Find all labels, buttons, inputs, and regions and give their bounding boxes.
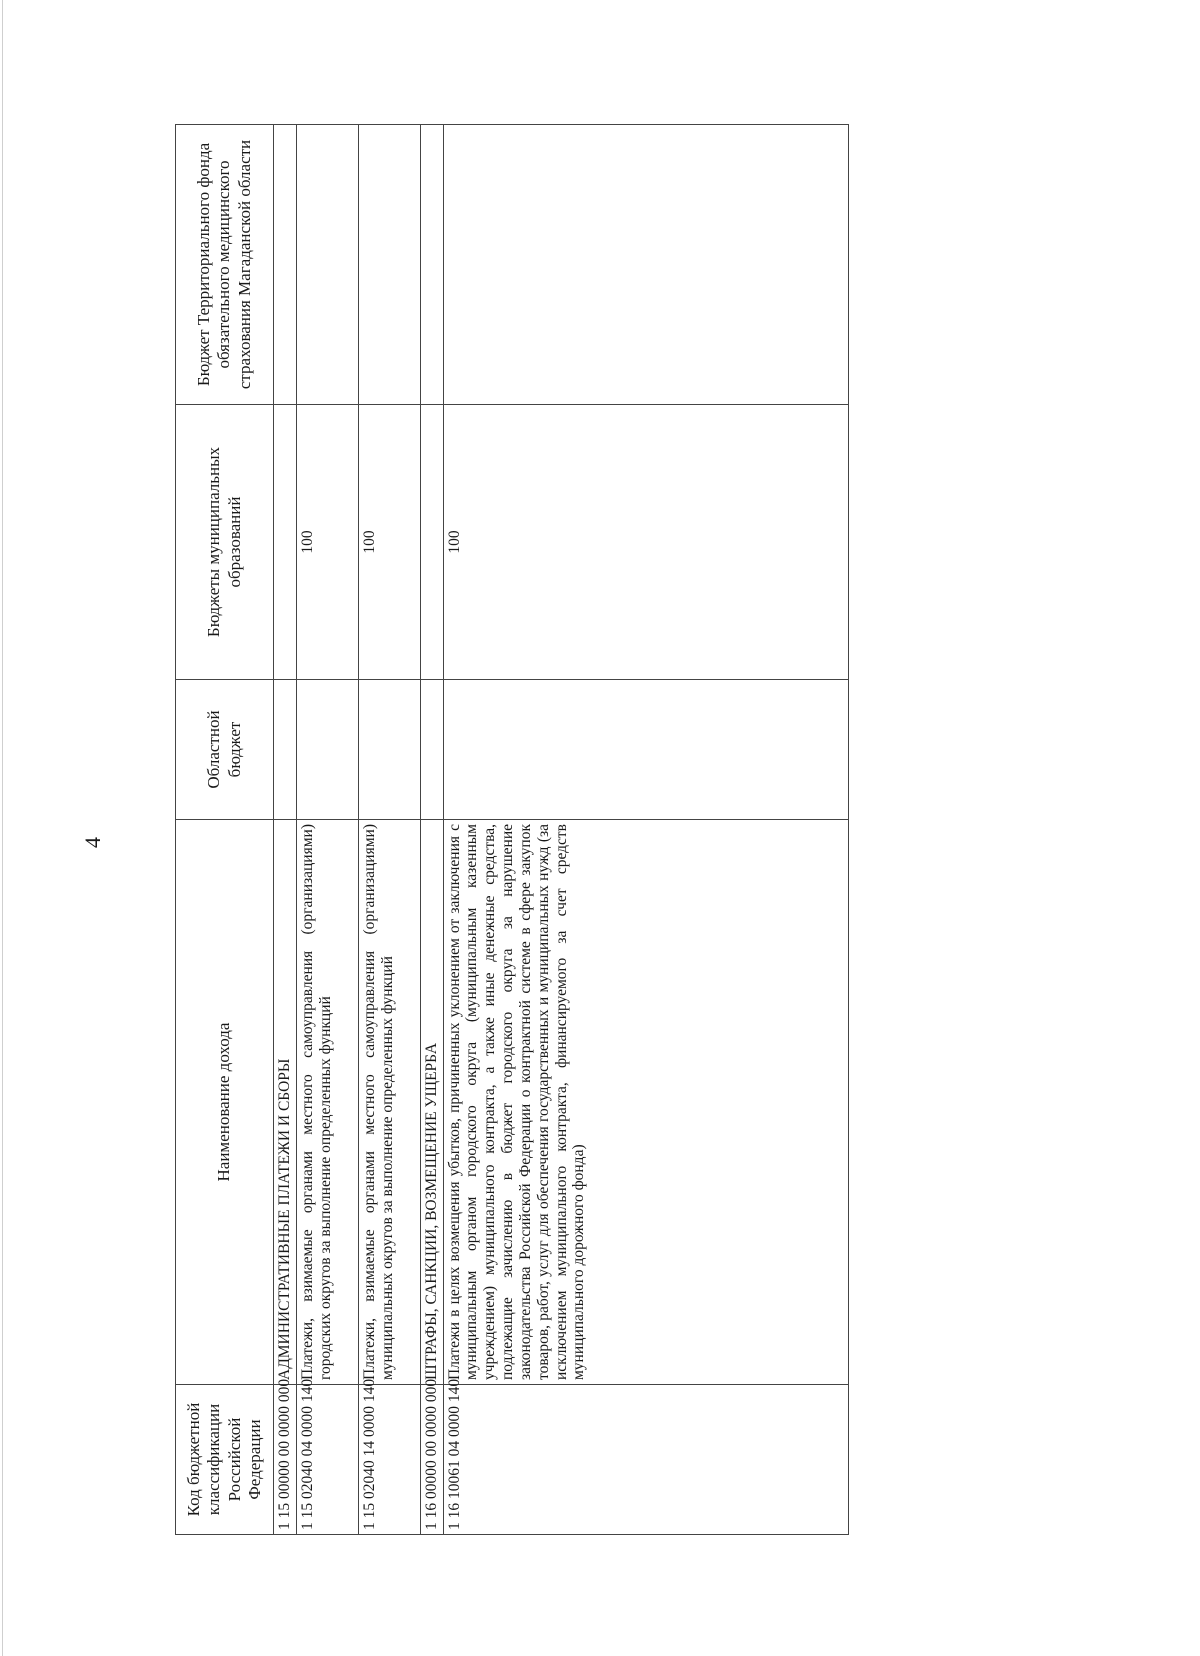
row-name: Платежи, взимаемые органами местного самоуправления (организациями) городских округов за выполнение определенных функций <box>296 820 358 1385</box>
header-code: Код бюджетной классификации Российской Федерации <box>176 1385 274 1535</box>
row-code: 1 16 00000 00 0000 000 <box>420 1385 443 1535</box>
row-code: 1 15 02040 14 0000 140 <box>358 1385 420 1535</box>
row-regional <box>443 680 848 820</box>
row-name: Платежи в целях возмещения убытков, причиненных уклонением от заключения с муниципальным органом городского округа (муниципальным казенным учреждением) муниципального контракта, а также иные денежные средства, подлежащие зачислению в бюджет городского округа за нарушение законодательства Российской Федерации о контрактной системе в сфере закупок товаров, работ, услуг для обеспечения государственных и муниципальных нужд (за исключением муниципального контракта, финансируемого за счет средств муниципального дорожного фонда) <box>443 820 848 1385</box>
table-row <box>420 125 443 1535</box>
row-regional <box>420 680 443 820</box>
row-name: Платежи, взимаемые органами местного самоуправления (организациями) муниципальных округов за выполнение определенных функций <box>358 820 420 1385</box>
row-municipal <box>274 405 297 680</box>
row-regional <box>274 680 297 820</box>
row-fund <box>358 125 420 405</box>
row-code: 1 15 00000 00 0000 000 <box>274 1385 297 1535</box>
table-header-row <box>176 125 274 1535</box>
page-number: 4 <box>80 837 105 848</box>
revenue-distribution-table <box>175 124 849 1535</box>
table-row <box>274 125 297 1535</box>
revenue-table-container <box>175 125 840 1535</box>
row-regional <box>296 680 358 820</box>
row-name: ШТРАФЫ, САНКЦИИ, ВОЗМЕЩЕНИЕ УЩЕРБА <box>420 820 443 1385</box>
table-row <box>443 125 848 1535</box>
row-fund <box>420 125 443 405</box>
table-row <box>358 125 420 1535</box>
row-municipal: 100 <box>358 405 420 680</box>
table-row <box>296 125 358 1535</box>
header-regional-budget: Областной бюджет <box>176 680 274 820</box>
row-fund <box>443 125 848 405</box>
row-fund <box>296 125 358 405</box>
row-municipal <box>420 405 443 680</box>
header-municipal-budgets: Бюджеты муниципальных образований <box>176 405 274 680</box>
header-medical-insurance-fund: Бюджет Территориального фонда обязательного медицинского страхования Магаданской области <box>176 125 274 405</box>
row-municipal: 100 <box>443 405 848 680</box>
row-name: АДМИНИСТРАТИВНЫЕ ПЛАТЕЖИ И СБОРЫ <box>274 820 297 1385</box>
row-regional <box>358 680 420 820</box>
header-name: Наименование дохода <box>176 820 274 1385</box>
row-municipal: 100 <box>296 405 358 680</box>
row-code: 1 15 02040 04 0000 140 <box>296 1385 358 1535</box>
row-code: 1 16 10061 04 0000 140 <box>443 1385 848 1535</box>
row-fund <box>274 125 297 405</box>
scan-edge-line <box>2 0 3 1656</box>
